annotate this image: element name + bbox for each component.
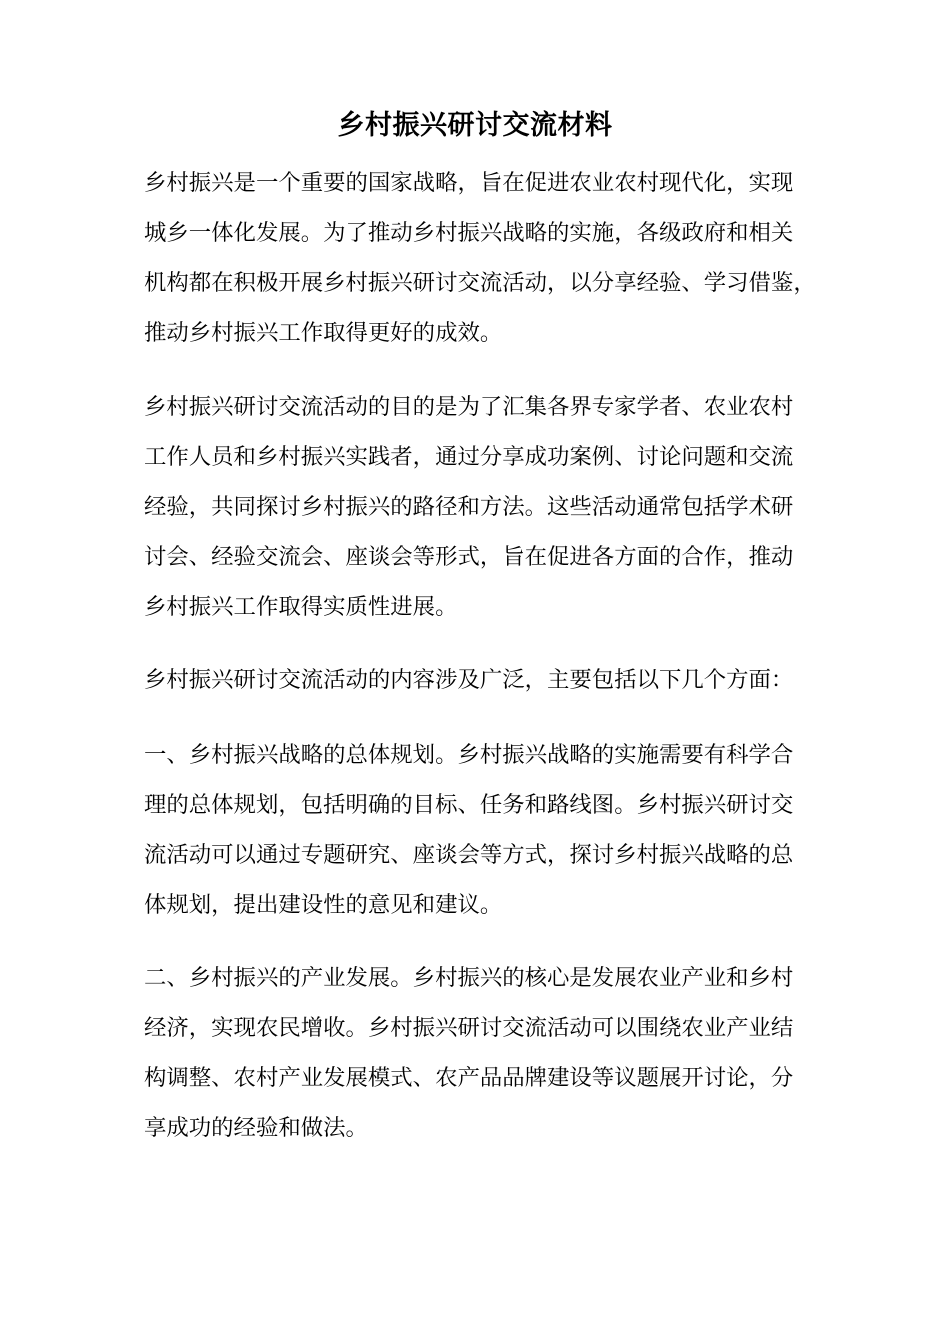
paragraph-line: 二、乡村振兴的产业发展。乡村振兴的核心是发展农业产业和乡村 <box>144 965 794 991</box>
document-title: 乡村振兴研讨交流材料 <box>337 110 613 141</box>
paragraph-line: 一、乡村振兴战略的总体规划。乡村振兴战略的实施需要有科学合 <box>144 742 794 768</box>
paragraph-line: 乡村振兴研讨交流活动的目的是为了汇集各界专家学者、农业农村 <box>144 394 794 420</box>
paragraph-line: 构调整、农村产业发展模式、农产品品牌建设等议题展开讨论，分 <box>144 1065 794 1091</box>
paragraph-line: 经济，实现农民增收。乡村振兴研讨交流活动可以围绕农业产业结 <box>144 1015 794 1041</box>
paragraph-purpose <box>144 382 834 632</box>
paragraph-section-two <box>144 953 834 1153</box>
paragraph-line: 乡村振兴研讨交流活动的内容涉及广泛，主要包括以下几个方面： <box>144 667 794 693</box>
paragraph-line: 流活动可以通过专题研究、座谈会等方式，探讨乡村振兴战略的总 <box>144 842 794 868</box>
paragraph-line: 机构都在积极开展乡村振兴研讨交流活动，以分享经验、学习借鉴， <box>144 270 816 296</box>
paragraph-line: 乡村振兴工作取得实质性进展。 <box>144 594 458 620</box>
paragraph-line: 乡村振兴是一个重要的国家战略，旨在促进农业农村现代化，实现 <box>144 170 794 196</box>
paragraph-intro <box>144 158 834 358</box>
paragraph-section-one <box>144 730 834 930</box>
paragraph-line: 经验，共同探讨乡村振兴的路径和方法。这些活动通常包括学术研 <box>144 494 794 520</box>
paragraph-line: 讨会、经验交流会、座谈会等形式，旨在促进各方面的合作，推动 <box>144 544 794 570</box>
paragraph-line: 城乡一体化发展。为了推动乡村振兴战略的实施，各级政府和相关 <box>144 220 794 246</box>
paragraph-line: 理的总体规划，包括明确的目标、任务和路线图。乡村振兴研讨交 <box>144 792 794 818</box>
paragraph-line: 工作人员和乡村振兴实践者，通过分享成功案例、讨论问题和交流 <box>144 444 794 470</box>
paragraph-line: 享成功的经验和做法。 <box>144 1115 368 1141</box>
paragraph-line: 推动乡村振兴工作取得更好的成效。 <box>144 320 503 346</box>
paragraph-line: 体规划，提出建设性的意见和建议。 <box>144 892 503 918</box>
paragraph-content-scope <box>144 655 834 705</box>
